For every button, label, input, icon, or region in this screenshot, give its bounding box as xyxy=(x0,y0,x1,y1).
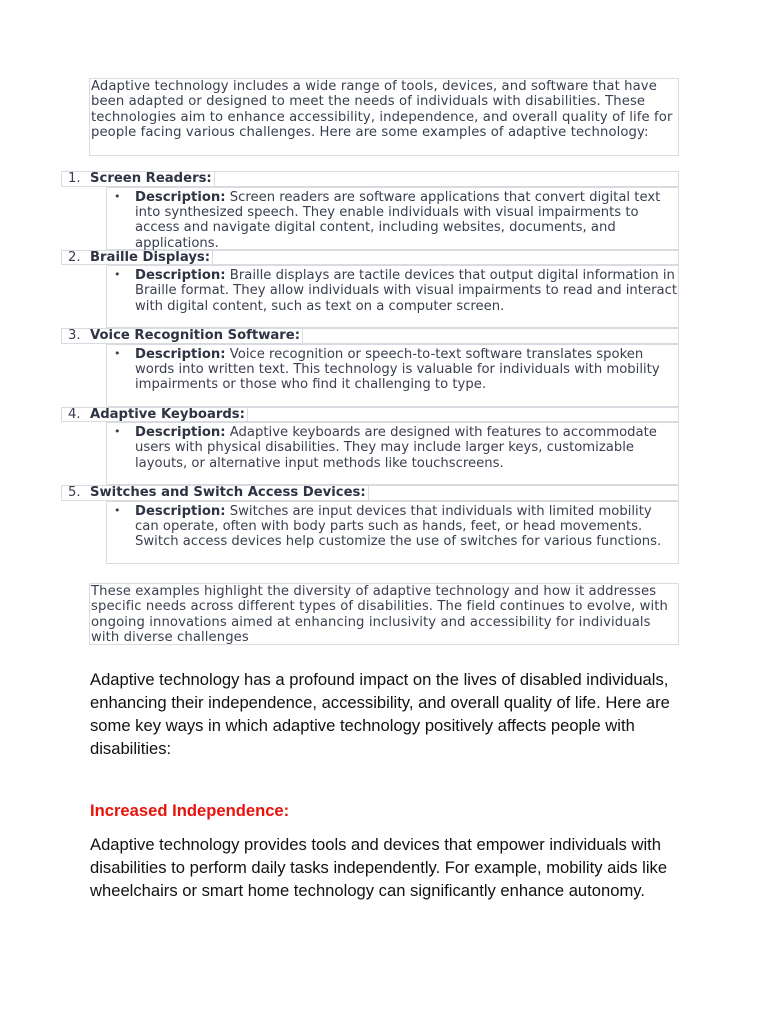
description-label: Description: xyxy=(135,425,226,440)
bullet-icon: • xyxy=(114,346,121,360)
list-item-description xyxy=(106,501,679,564)
description-text: Adaptive keyboards are designed with features to accommodate users with physical disabilities. They may include larger keys, customizable layouts, or alternative input methods like touchscreens. xyxy=(135,425,657,471)
bullet-icon: • xyxy=(114,425,121,438)
section-heading: Increased Independence: xyxy=(90,801,290,820)
list-item-heading xyxy=(61,171,679,187)
impact-paragraph: Adaptive technology has a profound impact on the lives of disabled individuals, enhancing their independence, accessibility, and overall quality of life. Here are some key ways in which adaptive technology positively affects people with disabilities: xyxy=(90,670,670,758)
description-label: Description: xyxy=(135,346,226,362)
list-item xyxy=(61,328,679,407)
independence-paragraph: Adaptive technology provides tools and devices that empower individuals with disabilities to perform daily tasks independently. For example, mobility aids like wheelchairs or smart home technology can significantly enhance autonomy. xyxy=(90,835,668,900)
list-item-title: Switches and Switch Access Devices: xyxy=(90,486,369,500)
description-label: Description: xyxy=(135,189,226,205)
summary-paragraph: These examples highlight the diversity of adaptive technology and how it addresses specific needs across different types of disabilities. The field continues to evolve, with ongoing innovations aimed at enhancing inclusivity and accessibility for individuals with diverse challenges xyxy=(89,583,679,645)
list-item-description xyxy=(106,344,679,407)
bullet-icon: • xyxy=(114,503,121,517)
list-item-number: 2. xyxy=(68,249,81,265)
list-item xyxy=(61,250,679,329)
list-item-number: 5. xyxy=(68,485,81,500)
description-label: Description: xyxy=(135,268,226,283)
list-item-heading xyxy=(61,250,679,266)
list-item-title: Voice Recognition Software: xyxy=(90,329,303,343)
list-item-description xyxy=(106,187,679,250)
description-text: Screen readers are software applications that convert digital text into synthesized speech. They enable individuals with visual impairments to access and navigate digital content, including websites, documents, and applications. xyxy=(135,189,661,251)
list-item-description xyxy=(106,422,679,485)
bullet-icon: • xyxy=(114,268,121,281)
list-item-number: 3. xyxy=(68,328,81,343)
description-label: Description: xyxy=(135,503,226,519)
list-item-title: Braille Displays: xyxy=(90,251,213,265)
intro-paragraph: Adaptive technology includes a wide range of tools, devices, and software that have been adapted or designed to meet the needs of individuals with disabilities. These technologies aim to enhance accessibility, independence, and overall quality of life for people facing various challenges. Here are some examples of adaptive technology: xyxy=(89,78,679,156)
adaptive-technology-list xyxy=(61,171,679,564)
list-item-number: 1. xyxy=(68,171,81,186)
list-item-heading xyxy=(61,328,679,344)
description-text: Braille displays are tactile devices that output digital information in Braille format. They allow individuals with visual impairments to read and interact with digital content, such as text on a computer screen. xyxy=(135,268,677,314)
list-item-number: 4. xyxy=(68,406,81,422)
list-item-title: Adaptive Keyboards: xyxy=(90,408,248,422)
description-text: Voice recognition or speech-to-text software translates spoken words into written text. This technology is valuable for individuals with mobility impairments or those who find it challenging to type. xyxy=(135,346,660,393)
description-text: Switches are input devices that individuals with limited mobility can operate, often with body parts such as hands, feet, or head movements. Switch access devices help customize the use of switches for various functions. xyxy=(135,503,662,550)
list-item-heading xyxy=(61,407,679,423)
list-item xyxy=(61,171,679,250)
list-item xyxy=(61,407,679,486)
list-item xyxy=(61,485,679,564)
bullet-icon: • xyxy=(114,189,121,203)
list-item-heading xyxy=(61,485,679,501)
list-item-title: Screen Readers: xyxy=(90,172,215,186)
list-item-description xyxy=(106,265,679,328)
